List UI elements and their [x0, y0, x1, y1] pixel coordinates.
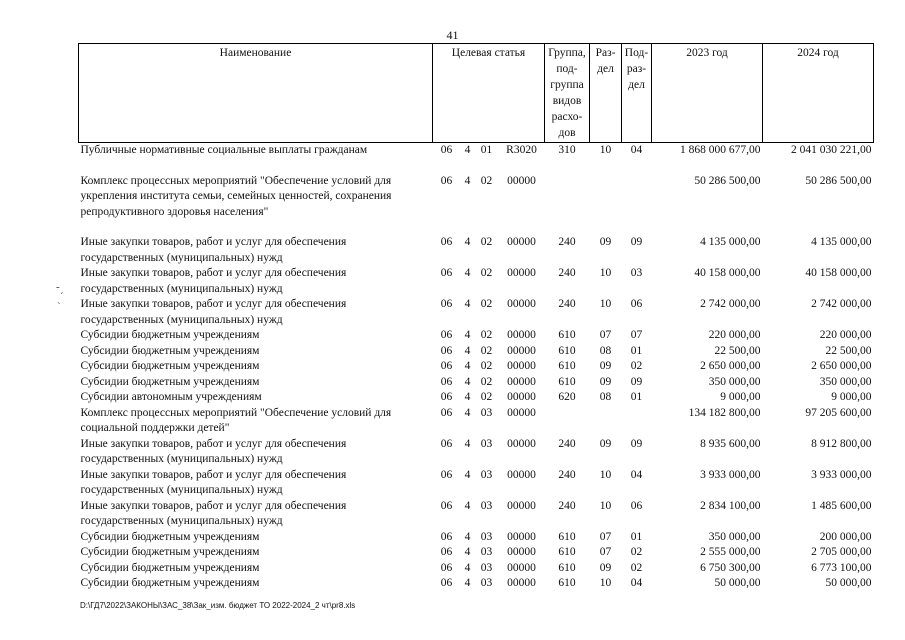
spacer-row: [79, 220, 874, 235]
subprogram-code: 4: [464, 437, 471, 450]
expense-group: 240: [558, 499, 576, 512]
direction-code: 00000: [507, 174, 536, 187]
group-code: 03: [480, 530, 493, 543]
direction-code: 00000: [507, 468, 536, 481]
group-header-line: под-: [556, 63, 578, 75]
subprogram-code: 4: [464, 267, 471, 279]
amount-2024: 97 205 600,00: [805, 406, 872, 419]
direction-code: 00000: [507, 360, 536, 372]
subprogram-code: 4: [464, 236, 471, 248]
header-subsection: [622, 44, 652, 143]
expense-group: 610: [558, 577, 576, 589]
expense-group: 240: [558, 468, 576, 481]
subsection: 01: [630, 530, 643, 543]
program-code: 06: [440, 468, 453, 481]
table-row: [79, 174, 874, 221]
group-header-line: группа: [550, 79, 584, 91]
subprogram-code: 4: [464, 499, 471, 512]
table-row: [79, 561, 874, 577]
section: 08: [599, 391, 612, 403]
header-2023: 2023 год: [652, 44, 763, 143]
subsection: 09: [630, 437, 643, 450]
row-name-line: Субсидии бюджетным учреждениям: [80, 375, 260, 388]
row-name-line: государственных (муниципальных) нужд: [80, 282, 283, 295]
amount-2023: 1 868 000 677,00: [680, 144, 761, 156]
group-code: 02: [480, 267, 493, 279]
row-name-line: Субсидии бюджетным учреждениям: [80, 360, 260, 372]
subsection: 02: [630, 561, 643, 574]
group-header-line: видов: [552, 95, 582, 107]
expense-group: 240: [558, 236, 576, 248]
subprogram-code: 4: [464, 391, 471, 403]
amount-2024: 1 485 600,00: [811, 499, 872, 512]
group-code: 02: [480, 236, 493, 248]
group-code: 03: [480, 577, 493, 589]
section: 07: [599, 329, 612, 341]
row-name-line: Субсидии автономным учреждениям: [80, 391, 262, 403]
row-name: [79, 266, 433, 297]
program-code: 06: [440, 267, 453, 279]
amount-2024: 6 773 100,00: [811, 561, 872, 574]
section: 09: [599, 375, 612, 388]
subsection-header-line: раз-: [626, 63, 647, 75]
amount-2024: 3 933 000,00: [811, 468, 872, 481]
direction-code: 00000: [507, 546, 536, 558]
program-code: 06: [440, 344, 453, 357]
program-code: 06: [440, 144, 453, 156]
subsection: 01: [630, 344, 643, 357]
program-code: 06: [440, 437, 453, 450]
amount-2024: 22 500,00: [825, 344, 872, 357]
group-header-line: расхо-: [551, 111, 583, 123]
row-name: [79, 561, 433, 577]
subprogram-code: 4: [464, 329, 471, 341]
amount-2023: 2 555 000,00: [700, 546, 761, 558]
direction-code: 00000: [507, 391, 536, 403]
expense-group: 610: [558, 530, 576, 543]
subprogram-code: 4: [464, 174, 471, 187]
header-target: Целевая статья: [433, 44, 545, 143]
row-name: [79, 235, 433, 266]
amount-2023: 50 286 500,00: [694, 174, 761, 187]
amount-2024: 40 158 000,00: [805, 267, 872, 279]
group-code: 02: [480, 174, 493, 187]
row-name: [79, 359, 433, 375]
group-code: 03: [480, 437, 493, 450]
row-name: [79, 174, 433, 221]
expense-group: 610: [558, 375, 576, 388]
table-row: [79, 499, 874, 530]
subprogram-code: 4: [464, 360, 471, 372]
table-row: [79, 344, 874, 360]
expense-group: 610: [558, 360, 576, 372]
program-code: 06: [440, 530, 453, 543]
expense-group: [545, 406, 590, 437]
amount-2023: 350 000,00: [708, 375, 761, 388]
expense-group: 620: [558, 391, 576, 403]
row-name-line: Публичные нормативные социальные выплаты гражданам: [80, 144, 368, 156]
subprogram-code: 4: [464, 577, 471, 589]
header-2024: 2024 год: [763, 44, 874, 143]
amount-2023: 134 182 800,00: [688, 406, 761, 419]
table-row: [79, 375, 874, 391]
spacer-row: [79, 159, 874, 174]
subprogram-code: 4: [464, 406, 471, 419]
table-row: [79, 406, 874, 437]
group-code: 02: [480, 344, 493, 357]
section: 10: [599, 468, 612, 481]
row-name-line: Субсидии бюджетным учреждениям: [80, 344, 260, 357]
subsection: 01: [630, 391, 643, 403]
amount-2024: 9 000,00: [831, 391, 872, 403]
direction-code: 00000: [507, 329, 536, 341]
row-name-line: Иные закупки товаров, работ и услуг для обеспечения: [80, 499, 347, 512]
row-name-line: Комплекс процессных мероприятий "Обеспечение условий для: [80, 406, 392, 419]
expense-group: 240: [558, 437, 576, 450]
direction-code: 00000: [507, 344, 536, 357]
amount-2023: 2 650 000,00: [700, 360, 761, 372]
program-code: 06: [440, 298, 453, 310]
subsection: 06: [630, 298, 643, 310]
direction-code: 00000: [507, 298, 536, 310]
subsection: 02: [630, 360, 643, 372]
table-row: [79, 390, 874, 406]
section-header-line: Раз-: [595, 47, 616, 59]
amount-2023: 9 000,00: [720, 391, 761, 403]
header-group: [545, 44, 590, 143]
subsection: 04: [630, 577, 643, 589]
row-name-line: Субсидии бюджетным учреждениям: [80, 577, 260, 589]
subsection: [622, 174, 652, 221]
table-row: [79, 328, 874, 344]
subsection: 03: [630, 267, 643, 279]
table-row: [79, 266, 874, 297]
row-name-line: Иные закупки товаров, работ и услуг для обеспечения: [80, 236, 347, 248]
amount-2024: 220 000,00: [819, 329, 872, 341]
subprogram-code: 4: [464, 298, 471, 310]
program-code: 06: [440, 391, 453, 403]
section: 09: [599, 561, 612, 574]
section-header-line: дел: [597, 63, 614, 75]
amount-2024: 4 135 000,00: [811, 236, 872, 248]
row-name-line: Иные закупки товаров, работ и услуг для обеспечения: [80, 298, 347, 310]
section: 07: [599, 546, 612, 558]
row-name: [79, 545, 433, 561]
table-row: [79, 545, 874, 561]
direction-code: 00000: [507, 577, 536, 589]
amount-2023: 6 750 300,00: [700, 561, 761, 574]
amount-2023: 2 834 100,00: [700, 499, 761, 512]
amount-2024: 50 286 500,00: [805, 174, 872, 187]
program-code: 06: [440, 499, 453, 512]
expense-group: 610: [558, 329, 576, 341]
amount-2024: 2 742 000,00: [811, 298, 872, 310]
table-row: [79, 530, 874, 546]
amount-2023: 8 935 600,00: [700, 437, 761, 450]
row-name-line: социальной поддержки детей": [80, 422, 230, 434]
margin-mark: ˊ: [60, 291, 64, 303]
page-number: 41: [446, 28, 459, 42]
expense-group: 310: [558, 144, 576, 156]
row-name: [79, 344, 433, 360]
subsection: 04: [630, 144, 643, 156]
subsection: 02: [630, 546, 643, 558]
row-name: [79, 499, 433, 530]
row-name: [79, 297, 433, 328]
group-code: 03: [480, 561, 493, 574]
row-name-line: Комплекс процессных мероприятий "Обеспечение условий для: [80, 174, 392, 187]
direction-code: 00000: [507, 236, 536, 248]
expense-group: 610: [558, 546, 576, 558]
subsection: [622, 406, 652, 437]
row-name-line: Субсидии бюджетным учреждениям: [80, 546, 260, 558]
expense-group: 240: [558, 267, 576, 279]
group-header-line: Группа,: [548, 47, 586, 59]
table-row: [79, 437, 874, 468]
section: 10: [599, 267, 612, 279]
direction-code: 00000: [507, 499, 536, 512]
program-code: 06: [440, 546, 453, 558]
direction-code: 00000: [507, 267, 536, 279]
subprogram-code: 4: [464, 375, 471, 388]
row-name-line: Субсидии бюджетным учреждениям: [80, 329, 260, 341]
row-name-line: государственных (муниципальных) нужд: [80, 251, 283, 264]
table-row: [79, 235, 874, 266]
section: [590, 406, 622, 437]
amount-2023: 220 000,00: [708, 329, 761, 341]
program-code: 06: [440, 236, 453, 248]
direction-code: 00000: [507, 375, 536, 388]
group-code: 03: [480, 406, 493, 419]
direction-code: 00000: [507, 561, 536, 574]
table-row: [79, 468, 874, 499]
group-code: 02: [480, 329, 493, 341]
row-name: [79, 576, 433, 592]
row-name: [79, 437, 433, 468]
subsection: 09: [630, 236, 643, 248]
expense-group: 610: [558, 344, 576, 357]
table-row: [79, 143, 874, 159]
amount-2023: 3 933 000,00: [700, 468, 761, 481]
row-name-line: государственных (муниципальных) нужд: [80, 453, 283, 465]
row-name: [79, 406, 433, 437]
row-name-line: Субсидии бюджетным учреждениям: [80, 561, 260, 574]
row-name: [79, 328, 433, 344]
amount-2024: 2 650 000,00: [811, 360, 872, 372]
program-code: 06: [440, 406, 453, 419]
section: 10: [599, 499, 612, 512]
group-code: 02: [480, 391, 493, 403]
group-code: 01: [480, 144, 493, 156]
row-name: [79, 143, 433, 159]
margin-mark: -: [56, 281, 60, 293]
row-name: [79, 530, 433, 546]
row-name-line: Иные закупки товаров, работ и услуг для обеспечения: [80, 267, 347, 279]
margin-mark: ˋ: [57, 301, 61, 313]
program-code: 06: [440, 561, 453, 574]
subprogram-code: 4: [464, 344, 471, 357]
subsection: 07: [630, 329, 643, 341]
subsection: 04: [630, 468, 643, 481]
group-code: 03: [480, 499, 493, 512]
row-name-line: укрепления института семьи, семейных ценностей, сохранения: [80, 190, 392, 202]
subsection: 09: [630, 375, 643, 388]
amount-2024: 8 912 800,00: [811, 437, 872, 450]
row-name-line: Иные закупки товаров, работ и услуг для обеспечения: [80, 468, 347, 481]
direction-code: 00000: [507, 406, 536, 419]
row-name: [79, 390, 433, 406]
subsection: 06: [630, 499, 643, 512]
amount-2023: 4 135 000,00: [700, 236, 761, 248]
group-code: 03: [480, 468, 493, 481]
header-section: [590, 44, 622, 143]
margin-marks: [56, 282, 64, 312]
row-name-line: репродуктивного здоровья населения": [80, 205, 269, 218]
direction-code: R3020: [506, 144, 537, 156]
section: 09: [599, 360, 612, 372]
table-row: [79, 576, 874, 592]
expense-group: 610: [558, 561, 576, 574]
row-name-line: государственных (муниципальных) нужд: [80, 484, 283, 496]
section: 09: [599, 236, 612, 248]
amount-2023: 22 500,00: [714, 344, 761, 357]
amount-2023: 50 000,00: [714, 577, 761, 589]
program-code: 06: [440, 329, 453, 341]
program-code: 06: [440, 174, 453, 187]
row-name-line: государственных (муниципальных) нужд: [80, 313, 283, 326]
subprogram-code: 4: [464, 561, 471, 574]
group-code: 02: [480, 360, 493, 372]
section: 10: [599, 298, 612, 310]
amount-2024: 350 000,00: [819, 375, 872, 388]
expense-group: 240: [558, 298, 576, 310]
group-code: 02: [480, 298, 493, 310]
table-row: [79, 297, 874, 328]
program-code: 06: [440, 375, 453, 388]
row-name: [79, 468, 433, 499]
row-name: [79, 375, 433, 391]
expense-group: [545, 174, 590, 221]
section: 07: [599, 530, 612, 543]
amount-2024: 50 000,00: [825, 577, 872, 589]
direction-code: 00000: [507, 530, 536, 543]
amount-2024: 2 041 030 221,00: [791, 144, 872, 156]
section: 10: [599, 577, 612, 589]
direction-code: 00000: [507, 437, 536, 450]
amount-2024: 200 000,00: [819, 530, 872, 543]
subsection-header-line: Под-: [624, 47, 649, 59]
program-code: 06: [440, 360, 453, 372]
amount-2023: 40 158 000,00: [694, 267, 761, 279]
budget-table: [78, 43, 874, 592]
group-code: 03: [480, 546, 493, 558]
table-row: [79, 359, 874, 375]
row-name-line: Субсидии бюджетным учреждениям: [80, 530, 260, 543]
amount-2023: 350 000,00: [708, 530, 761, 543]
header-name: Наименование: [79, 44, 433, 143]
subprogram-code: 4: [464, 530, 471, 543]
row-name-line: Иные закупки товаров, работ и услуг для обеспечения: [80, 437, 347, 450]
section: 09: [599, 437, 612, 450]
row-name-line: государственных (муниципальных) нужд: [80, 515, 283, 527]
section: [590, 174, 622, 221]
subprogram-code: 4: [464, 144, 471, 156]
subprogram-code: 4: [464, 468, 471, 481]
subsection-header-line: дел: [628, 79, 645, 91]
program-code: 06: [440, 577, 453, 589]
section: 10: [599, 144, 612, 156]
amount-2024: 2 705 000,00: [811, 546, 872, 558]
amount-2023: 2 742 000,00: [700, 298, 761, 310]
subprogram-code: 4: [464, 546, 471, 558]
file-path-footer: D:\ГД7\2022\ЗАКОНЫ\ЗАС_38\Зак_изм. бюджет ТО 2022-2024_2 чт\pr8.xls: [80, 601, 356, 610]
section: 08: [599, 344, 612, 357]
group-code: 02: [480, 375, 493, 388]
group-header-line: дов: [558, 127, 576, 139]
